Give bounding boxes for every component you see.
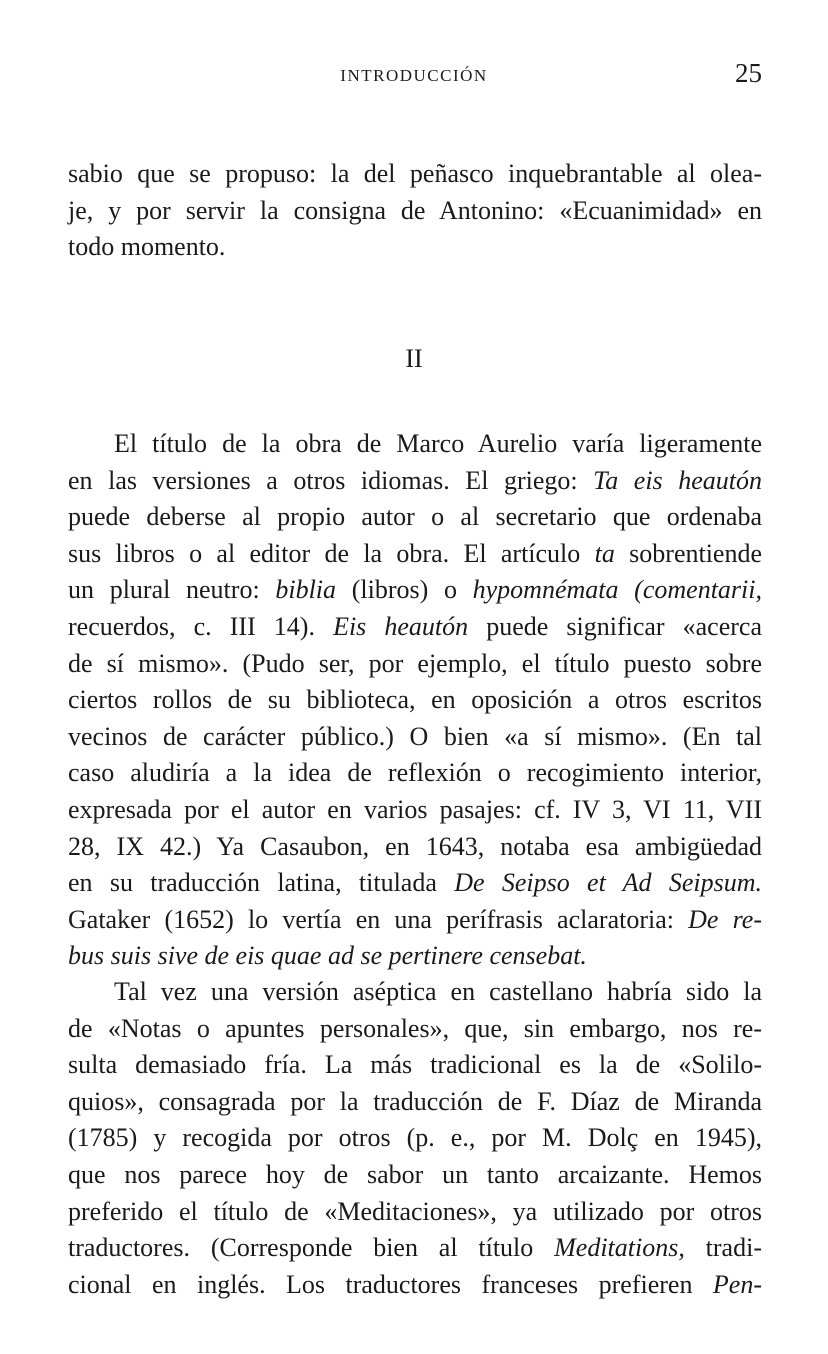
text-line: (1785) y recogida por otros (p. e., por M. Dolç en 1945), — [68, 1123, 762, 1153]
text-line: recuerdos, c. III 14). Eis heautón puede significar «acerca — [68, 611, 763, 641]
text-line: de «Notas o apuntes personales», que, sin embargo, nos re- — [68, 1013, 762, 1043]
running-head: INTRODUCCIÓN — [340, 66, 488, 85]
text-line: todo momento. — [68, 232, 226, 262]
paragraph-title-discussion — [68, 426, 762, 975]
text-line: 28, IX 42.) Ya Casaubon, en 1643, notaba esa ambigüedad — [68, 831, 762, 861]
text-line: en su traducción latina, titulada De Seipso et Ad Seipsum. — [68, 868, 762, 898]
paragraph-translation-choice — [68, 974, 762, 1303]
text-line: cional en inglés. Los traductores franceses prefieren Pen- — [68, 1269, 762, 1299]
paragraph-continuation — [68, 156, 762, 266]
text-line: Tal vez una versión aséptica en castellano habría sido la — [114, 977, 762, 1006]
page-number: 25 — [735, 58, 762, 88]
text-line: bus suis sive de eis quae ad se pertinere censebat. — [68, 941, 587, 971]
text-line: caso aludiría a la idea de reflexión o recogimiento interior, — [68, 758, 762, 788]
text-line: puede deberse al propio autor o al secretario que ordenaba — [68, 502, 762, 532]
section-heading: II — [405, 344, 423, 373]
text-line: expresada por el autor en varios pasajes: cf. IV 3, VI 11, VII — [68, 794, 762, 824]
text-line: sus libros o al editor de la obra. El artículo ta sobrentiende — [68, 538, 763, 568]
text-line: preferido el título de «Meditaciones», ya utilizado por otros — [68, 1196, 762, 1226]
text-line: je, y por servir la consigna de Antonino: «Ecuanimidad» en — [68, 195, 762, 225]
text-line: vecinos de carácter público.) O bien «a sí mismo». (En tal — [68, 721, 762, 751]
text-line: quios», consagrada por la traducción de F. Díaz de Miranda — [68, 1086, 762, 1116]
page-header — [0, 58, 828, 98]
text-line: Gataker (1652) lo vertía en una perífrasis aclaratoria: De re- — [68, 904, 763, 934]
text-line: traductores. (Corresponde bien al título Meditations, tradi- — [68, 1233, 762, 1263]
text-line: que nos parece hoy de sabor un tanto arcaizante. Hemos — [68, 1159, 762, 1189]
text-line: de sí mismo». (Pudo ser, por ejemplo, el título puesto sobre — [68, 648, 762, 678]
text-line: en las versiones a otros idiomas. El griego: Ta eis heautón — [68, 465, 762, 495]
text-line: sulta demasiado fría. La más tradicional es la de «Solilo- — [68, 1050, 762, 1080]
text-line: El título de la obra de Marco Aurelio varía ligeramente — [114, 429, 762, 458]
text-line: un plural neutro: biblia (libros) o hypomnémata (comentarii, — [68, 575, 762, 605]
text-line: sabio que se propuso: la del peñasco inquebrantable al olea- — [68, 159, 762, 188]
text-line: ciertos rollos de su biblioteca, en oposición a otros escritos — [68, 685, 762, 715]
